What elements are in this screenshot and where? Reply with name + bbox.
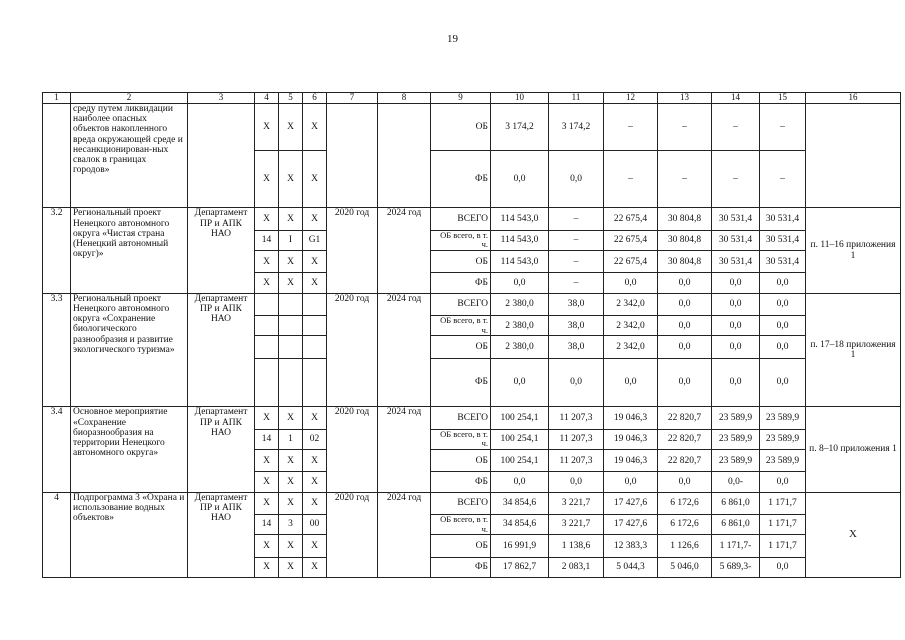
amount-cell: 1 138,6 bbox=[549, 535, 604, 557]
amount-cell: 12 383,3 bbox=[604, 535, 658, 557]
amount-cell: 19 046,3 bbox=[604, 429, 658, 449]
amount-cell: 30 531,4 bbox=[760, 230, 806, 250]
amount-cell: 5 046,0 bbox=[658, 557, 712, 577]
start-year: 2020 год bbox=[327, 407, 378, 492]
amount-cell: 2 342,0 bbox=[604, 316, 658, 336]
code-cell: Х bbox=[255, 535, 279, 557]
amount-cell: 100 254,1 bbox=[491, 449, 549, 471]
column-header: 3 bbox=[188, 93, 255, 104]
code-cell: Х bbox=[303, 208, 327, 230]
amount-cell: 23 589,9 bbox=[760, 449, 806, 471]
amount-cell: 19 046,3 bbox=[604, 407, 658, 429]
amount-cell: 1 171,7- bbox=[712, 535, 760, 557]
amount-cell: 11 207,3 bbox=[549, 407, 604, 429]
amount-cell: 38,0 bbox=[549, 293, 604, 315]
column-header: 4 bbox=[255, 93, 279, 104]
code-cell: Х bbox=[279, 208, 303, 230]
amount-cell: 0,0 bbox=[760, 293, 806, 315]
amount-cell: 114 543,0 bbox=[491, 230, 549, 250]
amount-cell: – bbox=[712, 103, 760, 150]
amount-cell: – bbox=[760, 103, 806, 150]
start-year: 2020 год bbox=[327, 492, 378, 577]
amount-cell: 22 675,4 bbox=[604, 208, 658, 230]
amount-cell: 38,0 bbox=[549, 316, 604, 336]
amount-cell: 0,0 bbox=[604, 273, 658, 293]
end-year: 2024 год bbox=[378, 492, 431, 577]
amount-cell: 2 342,0 bbox=[604, 293, 658, 315]
reference-note bbox=[806, 103, 901, 208]
amount-cell: 0,0 bbox=[604, 358, 658, 407]
funding-source: ОБ bbox=[431, 251, 491, 273]
code-cell: I bbox=[279, 230, 303, 250]
amount-cell: 0,0 bbox=[658, 472, 712, 492]
start-year bbox=[327, 103, 378, 208]
amount-cell: 0,0 bbox=[491, 472, 549, 492]
row-number bbox=[43, 103, 71, 208]
amount-cell: 0,0 bbox=[549, 472, 604, 492]
column-header: 11 bbox=[549, 93, 604, 104]
amount-cell: 0,0 bbox=[760, 336, 806, 358]
amount-cell: 30 531,4 bbox=[712, 230, 760, 250]
code-cell: Х bbox=[255, 273, 279, 293]
amount-cell: 17 427,6 bbox=[604, 492, 658, 514]
code-cell: Х bbox=[255, 103, 279, 150]
amount-cell: – bbox=[760, 150, 806, 208]
amount-cell: 3 174,2 bbox=[549, 103, 604, 150]
column-header: 8 bbox=[378, 93, 431, 104]
page-number: 19 bbox=[447, 33, 458, 45]
amount-cell: 0,0 bbox=[760, 273, 806, 293]
code-cell: Х bbox=[303, 492, 327, 514]
amount-cell: 34 854,6 bbox=[491, 492, 549, 514]
code-cell: 14 bbox=[255, 514, 279, 534]
code-cell: Х bbox=[303, 472, 327, 492]
start-year: 2020 год bbox=[327, 208, 378, 293]
budget-table bbox=[42, 92, 901, 578]
amount-cell: 1 171,7 bbox=[760, 535, 806, 557]
amount-cell: 23 589,9 bbox=[760, 429, 806, 449]
end-year bbox=[378, 103, 431, 208]
table-row bbox=[43, 492, 901, 514]
column-header: 14 bbox=[712, 93, 760, 104]
column-header: 12 bbox=[604, 93, 658, 104]
amount-cell: 38,0 bbox=[549, 336, 604, 358]
code-cell: Х bbox=[303, 449, 327, 471]
amount-cell: 1 126,6 bbox=[658, 535, 712, 557]
amount-cell: 34 854,6 bbox=[491, 514, 549, 534]
funding-source: ВСЕГО bbox=[431, 407, 491, 429]
department: Департамент ПР и АПК НАО bbox=[188, 293, 255, 407]
column-header: 6 bbox=[303, 93, 327, 104]
amount-cell: 30 804,8 bbox=[658, 208, 712, 230]
funding-source: ОБ bbox=[431, 535, 491, 557]
code-cell: G1 bbox=[303, 230, 327, 250]
amount-cell: 30 531,4 bbox=[760, 208, 806, 230]
amount-cell: 5 689,3- bbox=[712, 557, 760, 577]
end-year: 2024 год bbox=[378, 208, 431, 293]
funding-source: ВСЕГО bbox=[431, 293, 491, 315]
measure-name: Основное мероприятие «Сохранение биоразнообразия на территории Ненецкого автономного округа» bbox=[71, 407, 188, 492]
amount-cell: 0,0 bbox=[658, 358, 712, 407]
amount-cell: – bbox=[549, 273, 604, 293]
amount-cell: 1 171,7 bbox=[760, 492, 806, 514]
row-number: 4 bbox=[43, 492, 71, 577]
code-cell: Х bbox=[279, 535, 303, 557]
funding-source: ОБ всего, в т. ч. bbox=[431, 429, 491, 449]
column-header: 7 bbox=[327, 93, 378, 104]
amount-cell: 3 174,2 bbox=[491, 103, 549, 150]
funding-source: ОБ bbox=[431, 449, 491, 471]
code-cell: 00 bbox=[303, 514, 327, 534]
amount-cell: 30 531,4 bbox=[712, 251, 760, 273]
amount-cell: 0,0 bbox=[760, 316, 806, 336]
amount-cell: 0,0 bbox=[604, 472, 658, 492]
department: Департамент ПР и АПК НАО bbox=[188, 492, 255, 577]
amount-cell: 0,0 bbox=[712, 316, 760, 336]
funding-source: ОБ bbox=[431, 336, 491, 358]
measure-name: Региональный проект Ненецкого автономного округа «Сохранение биологического разнообразия и развитие экологического туризма» bbox=[71, 293, 188, 407]
funding-source: ФБ bbox=[431, 273, 491, 293]
amount-cell: 6 172,6 bbox=[658, 514, 712, 534]
column-header: 10 bbox=[491, 93, 549, 104]
amount-cell: 2 380,0 bbox=[491, 336, 549, 358]
amount-cell: 17 862,7 bbox=[491, 557, 549, 577]
code-cell: Х bbox=[279, 449, 303, 471]
amount-cell: 114 543,0 bbox=[491, 251, 549, 273]
code-cell bbox=[279, 293, 303, 315]
amount-cell: 16 991,9 bbox=[491, 535, 549, 557]
code-cell: Х bbox=[303, 251, 327, 273]
code-cell: Х bbox=[255, 251, 279, 273]
code-cell: 1 bbox=[279, 429, 303, 449]
header-row bbox=[43, 93, 901, 104]
code-cell bbox=[303, 293, 327, 315]
amount-cell: 3 221,7 bbox=[549, 514, 604, 534]
amount-cell: 30 804,8 bbox=[658, 251, 712, 273]
funding-source: ФБ bbox=[431, 150, 491, 208]
amount-cell: 22 820,7 bbox=[658, 429, 712, 449]
table-row bbox=[43, 407, 901, 429]
funding-source: ФБ bbox=[431, 358, 491, 407]
amount-cell: 0,0 bbox=[491, 150, 549, 208]
amount-cell: 0,0 bbox=[712, 336, 760, 358]
amount-cell: 30 804,8 bbox=[658, 230, 712, 250]
column-header: 16 bbox=[806, 93, 901, 104]
code-cell bbox=[303, 316, 327, 336]
code-cell: Х bbox=[279, 150, 303, 208]
row-number: 3.2 bbox=[43, 208, 71, 293]
code-cell: Х bbox=[279, 407, 303, 429]
code-cell bbox=[255, 358, 279, 407]
funding-source: ОБ всего, в т. ч. bbox=[431, 316, 491, 336]
department: Департамент ПР и АПК НАО bbox=[188, 208, 255, 293]
amount-cell: 11 207,3 bbox=[549, 429, 604, 449]
code-cell bbox=[255, 316, 279, 336]
code-cell: Х bbox=[255, 472, 279, 492]
code-cell: Х bbox=[255, 557, 279, 577]
column-header: 9 bbox=[431, 93, 491, 104]
code-cell: Х bbox=[279, 492, 303, 514]
start-year: 2020 год bbox=[327, 293, 378, 407]
amount-cell: 0,0- bbox=[712, 472, 760, 492]
reference-note: п. 17–18 приложения 1 bbox=[806, 293, 901, 407]
amount-cell: 5 044,3 bbox=[604, 557, 658, 577]
department bbox=[188, 103, 255, 208]
code-cell bbox=[279, 336, 303, 358]
amount-cell: – bbox=[549, 230, 604, 250]
amount-cell: 2 380,0 bbox=[491, 293, 549, 315]
reference-note: п. 8–10 приложения 1 bbox=[806, 407, 901, 492]
code-cell bbox=[255, 293, 279, 315]
code-cell bbox=[279, 316, 303, 336]
code-cell: 14 bbox=[255, 429, 279, 449]
amount-cell: 22 820,7 bbox=[658, 449, 712, 471]
amount-cell: 0,0 bbox=[549, 358, 604, 407]
amount-cell: 6 861,0 bbox=[712, 514, 760, 534]
amount-cell: 22 675,4 bbox=[604, 230, 658, 250]
measure-name: Региональный проект Ненецкого автономного округа «Чистая страна (Ненецкий автономный округ)» bbox=[71, 208, 188, 293]
amount-cell: – bbox=[604, 150, 658, 208]
end-year: 2024 год bbox=[378, 293, 431, 407]
amount-cell: – bbox=[658, 103, 712, 150]
code-cell bbox=[303, 336, 327, 358]
code-cell: Х bbox=[303, 273, 327, 293]
amount-cell: 30 531,4 bbox=[712, 208, 760, 230]
code-cell: Х bbox=[279, 273, 303, 293]
amount-cell: 0,0 bbox=[549, 150, 604, 208]
code-cell bbox=[279, 358, 303, 407]
amount-cell: 6 861,0 bbox=[712, 492, 760, 514]
row-number: 3.4 bbox=[43, 407, 71, 492]
code-cell: Х bbox=[303, 557, 327, 577]
table-row bbox=[43, 208, 901, 230]
funding-source: ВСЕГО bbox=[431, 492, 491, 514]
column-header: 2 bbox=[71, 93, 188, 104]
amount-cell: 2 380,0 bbox=[491, 316, 549, 336]
code-cell: Х bbox=[255, 407, 279, 429]
amount-cell: 11 207,3 bbox=[549, 449, 604, 471]
code-cell: 3 bbox=[279, 514, 303, 534]
measure-name: Подпрограмма 3 «Охрана и использование водных объектов» bbox=[71, 492, 188, 577]
amount-cell: 22 820,7 bbox=[658, 407, 712, 429]
amount-cell: – bbox=[604, 103, 658, 150]
reference-note: п. 11–16 приложения 1 bbox=[806, 208, 901, 293]
amount-cell: 6 172,6 bbox=[658, 492, 712, 514]
amount-cell: 0,0 bbox=[760, 557, 806, 577]
amount-cell: 23 589,9 bbox=[712, 407, 760, 429]
funding-source: ОБ всего, в т. ч. bbox=[431, 514, 491, 534]
code-cell: Х bbox=[279, 557, 303, 577]
amount-cell: 23 589,9 bbox=[760, 407, 806, 429]
column-header: 13 bbox=[658, 93, 712, 104]
table-row bbox=[43, 293, 901, 315]
funding-source: ОБ всего, в т. ч. bbox=[431, 230, 491, 250]
amount-cell: 0,0 bbox=[760, 358, 806, 407]
amount-cell: 30 531,4 bbox=[760, 251, 806, 273]
amount-cell: 0,0 bbox=[491, 358, 549, 407]
funding-source: ВСЕГО bbox=[431, 208, 491, 230]
amount-cell: 114 543,0 bbox=[491, 208, 549, 230]
amount-cell: 0,0 bbox=[760, 472, 806, 492]
department: Департамент ПР и АПК НАО bbox=[188, 407, 255, 492]
code-cell: Х bbox=[279, 251, 303, 273]
column-header: 15 bbox=[760, 93, 806, 104]
code-cell: Х bbox=[303, 103, 327, 150]
amount-cell: – bbox=[549, 208, 604, 230]
amount-cell: 0,0 bbox=[712, 358, 760, 407]
amount-cell: 1 171,7 bbox=[760, 514, 806, 534]
row-number: 3.3 bbox=[43, 293, 71, 407]
amount-cell: 0,0 bbox=[658, 316, 712, 336]
measure-name: среду путем ликвидации наиболее опасных объектов накопленного вреда окружающей среде и несанкционирован-ных свалок в границах городов» bbox=[71, 103, 188, 208]
amount-cell: 2 083,1 bbox=[549, 557, 604, 577]
reference-note: Х bbox=[806, 492, 901, 577]
amount-cell: 3 221,7 bbox=[549, 492, 604, 514]
code-cell: Х bbox=[303, 535, 327, 557]
column-header: 1 bbox=[43, 93, 71, 104]
code-cell bbox=[303, 358, 327, 407]
amount-cell: 2 342,0 bbox=[604, 336, 658, 358]
code-cell: Х bbox=[255, 449, 279, 471]
amount-cell: – bbox=[712, 150, 760, 208]
end-year: 2024 год bbox=[378, 407, 431, 492]
amount-cell: 0,0 bbox=[658, 293, 712, 315]
code-cell: 14 bbox=[255, 230, 279, 250]
code-cell: Х bbox=[279, 472, 303, 492]
table-row bbox=[43, 103, 901, 150]
funding-source: ФБ bbox=[431, 472, 491, 492]
amount-cell: 0,0 bbox=[491, 273, 549, 293]
amount-cell: – bbox=[549, 251, 604, 273]
funding-source: ОБ bbox=[431, 103, 491, 150]
amount-cell: 19 046,3 bbox=[604, 449, 658, 471]
amount-cell: 0,0 bbox=[658, 336, 712, 358]
amount-cell: 17 427,6 bbox=[604, 514, 658, 534]
amount-cell: 23 589,9 bbox=[712, 449, 760, 471]
code-cell: Х bbox=[303, 407, 327, 429]
amount-cell: 100 254,1 bbox=[491, 407, 549, 429]
amount-cell: – bbox=[658, 150, 712, 208]
code-cell: Х bbox=[255, 150, 279, 208]
code-cell: Х bbox=[303, 150, 327, 208]
amount-cell: 100 254,1 bbox=[491, 429, 549, 449]
code-cell: Х bbox=[279, 103, 303, 150]
column-header: 5 bbox=[279, 93, 303, 104]
amount-cell: 23 589,9 bbox=[712, 429, 760, 449]
amount-cell: 0,0 bbox=[712, 293, 760, 315]
code-cell: Х bbox=[255, 208, 279, 230]
amount-cell: 0,0 bbox=[658, 273, 712, 293]
code-cell: 02 bbox=[303, 429, 327, 449]
code-cell bbox=[255, 336, 279, 358]
funding-source: ФБ bbox=[431, 557, 491, 577]
amount-cell: 22 675,4 bbox=[604, 251, 658, 273]
code-cell: Х bbox=[255, 492, 279, 514]
amount-cell: 0,0 bbox=[712, 273, 760, 293]
